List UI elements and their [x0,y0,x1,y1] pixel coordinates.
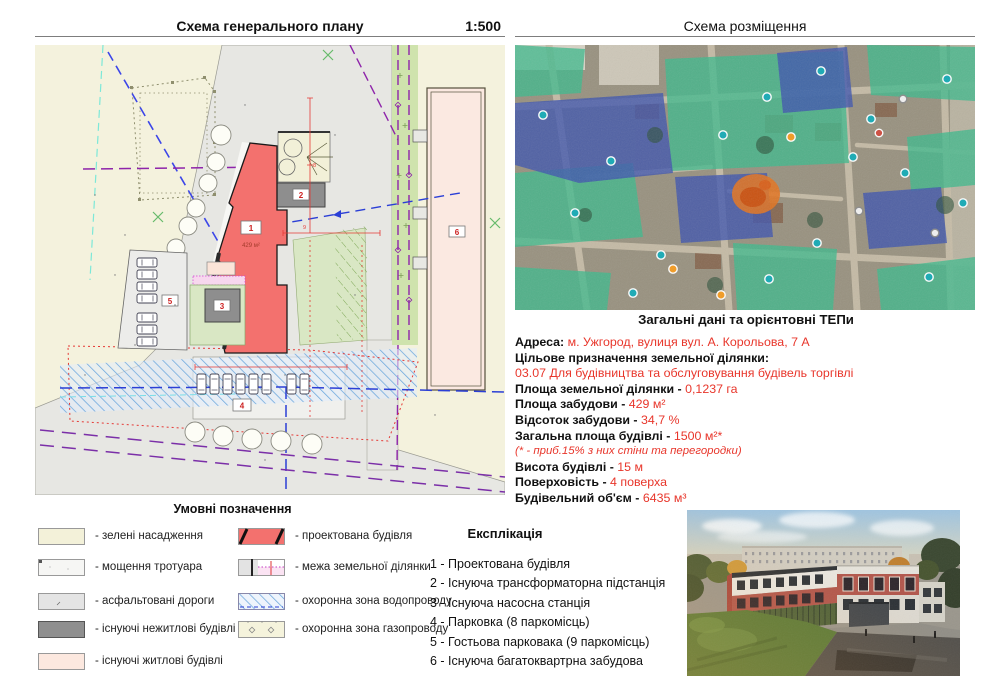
svg-text:9: 9 [303,225,307,231]
data-line-total-area: Загальна площа будівлі - 1500 м²* [515,428,723,443]
location-header [515,12,975,37]
explication-item: 4 - Парковка (8 паркомісць) [430,615,590,630]
gas-zone-swatch-icon [238,621,285,638]
legend-item-pavement: - мощення тротуара [38,558,202,576]
legend-item-nonresidential: - існуючі нежитлові будівлі [38,620,235,638]
legend-item-green: - зелені насадження [38,527,203,545]
legend-item-water-zone: - охоронна зона водопроводу [238,592,452,610]
data-line-purpose-label: Цільове призначення земельної ділянки: [515,350,770,365]
water-zone-swatch-icon [238,593,285,610]
legend-item-parcel-border: - межа земельної ділянки [238,558,431,576]
general-plan-title: Схема генерального плану [176,18,364,34]
explication [430,526,686,671]
general-data-lines [515,335,977,507]
svg-text:1: 1 [248,223,254,233]
building-photo [687,510,960,676]
general-data-title: Загальні дані та орієнтовні ТЕПи [638,312,854,327]
satellite-map [515,45,975,310]
explication-items [430,555,686,671]
parcel-border-swatch-icon [238,559,285,576]
location-title: Схема розміщення [683,18,807,34]
explication-item: 3 - Існуюча насосна станція [430,595,591,610]
explication-item: 2 - Існуюча трансформаторна підстанція [430,576,666,591]
data-line-volume: Будівельний об'єм - 6435 м³ [515,490,687,505]
plan-scale: 1:500 [465,18,501,34]
legend-item-asphalt: - асфальтовані дороги [38,592,214,610]
location-map [515,45,975,310]
building-2 [277,132,333,207]
building-render-photo [687,510,960,676]
svg-text:6: 6 [454,228,460,237]
data-line-height: Висота будівлі - 15 м [515,459,644,474]
explication-item: 1 - Проектована будівля [430,557,571,571]
explication-item: 5 - Гостьова парковака (9 паркомісць) [430,634,650,649]
parking-5 [118,250,187,350]
general-plan-header [35,12,505,37]
legend-item-residential: - існуючі житлові будівлі [38,652,223,670]
legend-item-gas-zone: - охоронна зона газопроводу [238,620,448,638]
svg-text:4: 4 [239,401,245,411]
designed-building-swatch-icon [238,528,285,545]
nonresidential-swatch-icon [38,621,85,638]
site-plan-drawing [35,45,505,495]
legend-title: Умовні позначення [173,502,292,516]
site-plan [35,45,505,495]
data-line-address: Адреса: м. Ужгород, вулиця вул. А. Корольова, 7 А [515,335,810,349]
data-line-note: (* - приб.15% з них стіни та перегородки) [515,445,742,458]
data-line-built-percent: Відсоток забудови - 34,7 % [515,412,680,427]
legend-item-designed-building: - проектована будівля [238,527,412,545]
svg-text:8: 8 [313,163,317,169]
asphalt-swatch-icon [38,593,85,610]
pavement-swatch-icon [38,559,85,576]
svg-text:3: 3 [219,302,225,311]
legend [35,500,452,695]
svg-text:5: 5 [167,297,173,306]
explication-item: 6 - Існуюча багатоквартрна забудова [430,654,644,669]
svg-text:429 м²: 429 м² [242,243,260,249]
svg-text:2: 2 [298,191,304,200]
data-line-purpose-value: 03.07 Для будівництва та обслуговування будівель торгівлі [515,366,854,381]
green-patch-east [293,226,367,345]
data-line-land-area: Площа земельної ділянки - 0,1237 га [515,381,738,396]
data-line-built-area: Площа забудови - 429 м² [515,397,666,412]
residential-swatch-icon [38,653,85,670]
general-data-block [515,312,977,507]
explication-title: Експлікація [467,526,543,541]
data-line-storeys: Поверховість - 4 поверха [515,475,667,490]
green-areas-swatch-icon [38,528,85,545]
